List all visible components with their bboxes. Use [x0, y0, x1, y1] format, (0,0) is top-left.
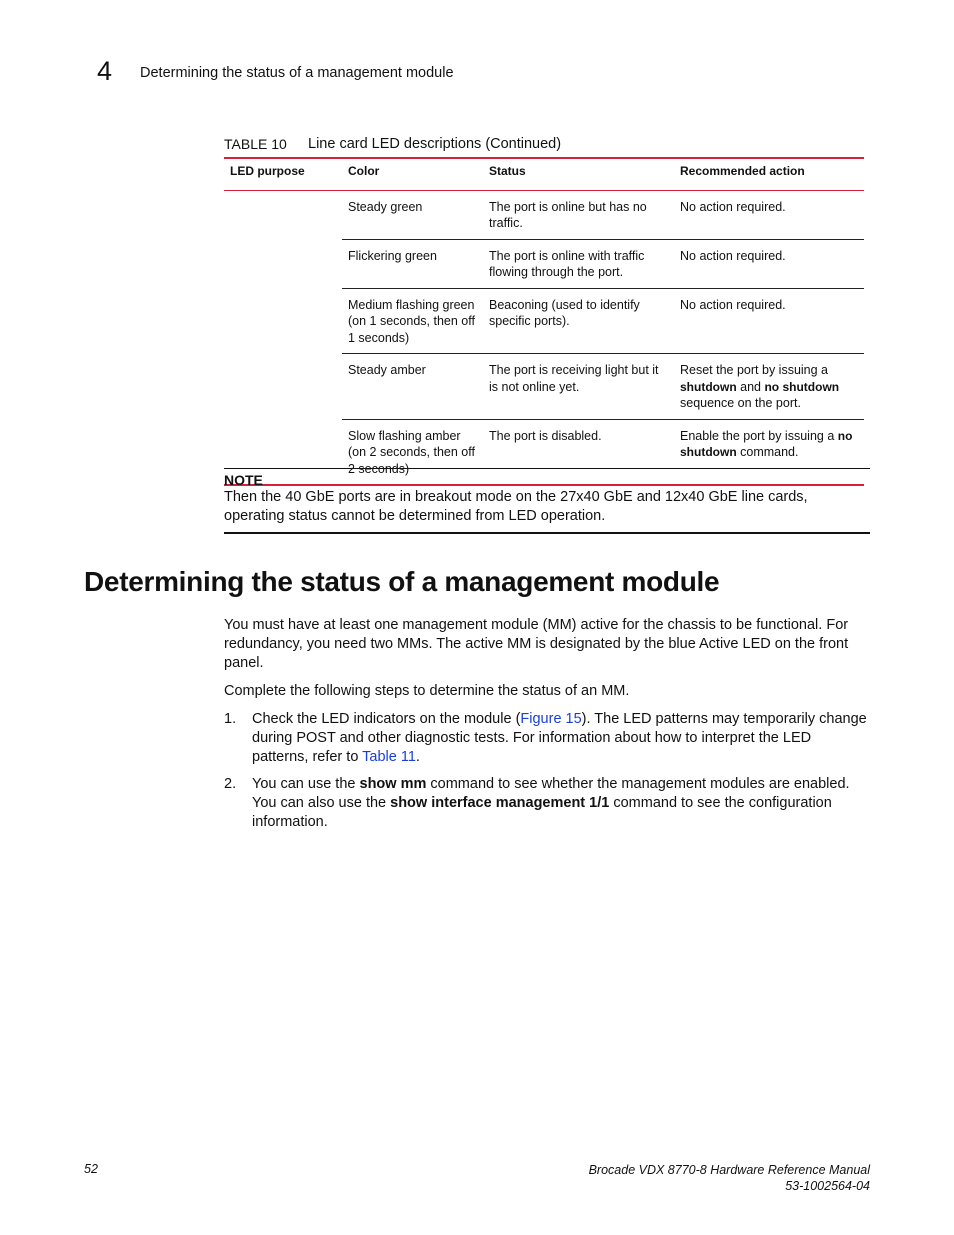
table-cell: No action required. — [674, 190, 864, 239]
command-show-mm: show mm — [359, 776, 427, 792]
table-cell: The port is online with traffic flowing through the port. — [483, 239, 674, 288]
table-cell — [224, 288, 342, 354]
command-shutdown: shutdown — [680, 379, 737, 394]
table-row — [224, 190, 864, 239]
action-text: command. — [736, 445, 799, 459]
table-cell: Medium flashing green (on 1 seconds, then off 1 seconds) — [342, 288, 483, 354]
step-text-part: ). The LED patterns may temporarily change during POST and other diagnostic tests. For information about how to interpret the LED patterns, refer to — [252, 711, 867, 765]
footer-info — [589, 1162, 870, 1194]
action-text: Enable the port by issuing a — [680, 428, 838, 443]
action-text: sequence on the port. — [680, 396, 801, 410]
table-cell — [674, 354, 864, 420]
table-cell — [224, 239, 342, 288]
step-number: 1. — [224, 711, 237, 727]
manual-title: Brocade VDX 8770-8 Hardware Reference Manual — [588, 1163, 870, 1177]
note-box — [224, 468, 870, 534]
command-no-shutdown: no shutdown — [680, 428, 853, 459]
table-cell — [224, 190, 342, 239]
step-text-part: . — [415, 749, 420, 765]
step-text-part: You can use the — [252, 776, 360, 792]
section-heading: Determining the status of a management module — [84, 566, 720, 597]
step-item — [224, 710, 870, 767]
figure-link[interactable]: Figure 15 — [520, 711, 582, 727]
command-show-interface: show interface management 1/1 — [390, 795, 610, 811]
table-row — [224, 354, 864, 420]
body-paragraph: Complete the following steps to determine the status of an MM. — [224, 683, 630, 699]
table-caption-text: Line card LED descriptions (Continued) — [308, 136, 562, 152]
led-description-table — [224, 157, 864, 486]
step-text — [252, 710, 870, 767]
table-cell: The port is online but has no traffic. — [483, 190, 674, 239]
table-caption-label: TABLE 10 — [224, 136, 287, 152]
table-cell: The port is receiving light but it is not online yet. — [483, 354, 674, 420]
document-number: 53-1002564-04 — [785, 1179, 870, 1193]
table-cell: The port is disabled. — [483, 419, 674, 485]
table-link[interactable]: Table 11 — [362, 749, 416, 765]
step-text-part: command to see whether the management modules are enabled. You can also use the — [252, 776, 850, 811]
table-cell: Slow flashing amber (on 2 seconds, then off 2 seconds) — [342, 419, 483, 485]
table-row — [224, 288, 864, 354]
command-no-shutdown: no shutdown — [764, 379, 840, 394]
table-cell: No action required. — [674, 239, 864, 288]
column-header: Color — [342, 158, 483, 190]
column-header: Recommended action — [674, 158, 864, 190]
column-header: Status — [483, 158, 674, 190]
table-header-row — [224, 158, 864, 190]
step-text — [252, 775, 870, 832]
note-label: NOTE — [224, 472, 263, 488]
step-text-part: Check the LED indicators on the module ( — [252, 711, 521, 727]
table-cell: Steady amber — [342, 354, 483, 420]
table-cell: Beaconing (used to identify specific ports). — [483, 288, 674, 354]
column-header: LED purpose — [224, 158, 342, 190]
body-paragraph: You must have at least one management module (MM) active for the chassis to be functional. For redundancy, you need two MMs. The active MM is designated by the blue Active LED on the front panel. — [224, 617, 849, 671]
step-item — [224, 775, 870, 832]
running-header-title: Determining the status of a management module — [140, 65, 454, 81]
chapter-number: 4 — [97, 56, 113, 86]
step-number: 2. — [224, 776, 237, 792]
table-cell — [224, 354, 342, 420]
table-cell: No action required. — [674, 288, 864, 354]
action-text: Reset the port by issuing a — [680, 363, 828, 377]
note-text: Then the 40 GbE ports are in breakout mode on the 27x40 GbE and 12x40 GbE line cards, operating status cannot be determined from LED operation. — [224, 489, 808, 524]
table-cell: Flickering green — [342, 239, 483, 288]
table-row — [224, 239, 864, 288]
table-cell: Steady green — [342, 190, 483, 239]
step-text-part: command to see the configuration information. — [252, 795, 832, 830]
page-number: 52 — [84, 1162, 98, 1176]
action-text: and — [736, 379, 765, 394]
